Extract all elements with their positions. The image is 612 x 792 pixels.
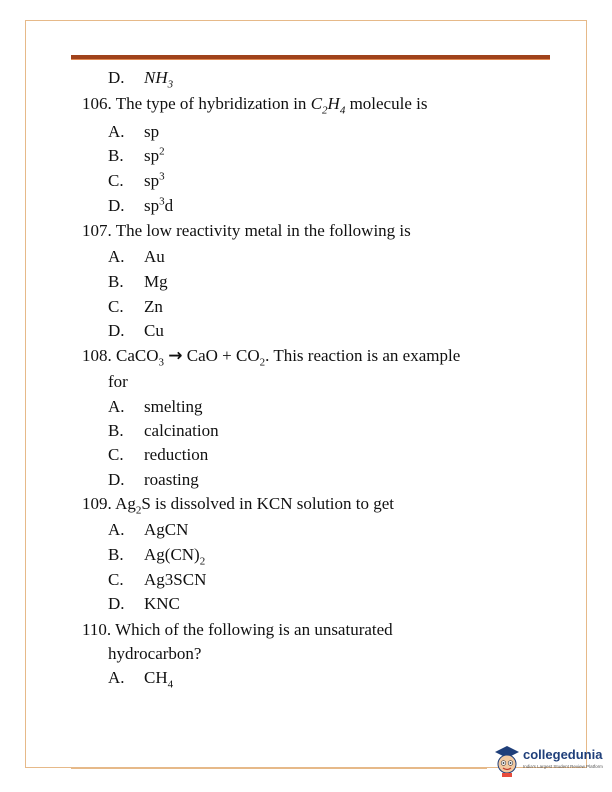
option-text: smelting [144, 397, 203, 416]
option-letter: A. [108, 122, 125, 141]
question-110-continuation [108, 644, 201, 664]
brand-name: collegedunia [523, 747, 603, 762]
question-text: . This reaction is an example [265, 346, 461, 365]
products: CaO + CO [186, 346, 260, 365]
option-text: calcination [144, 421, 219, 440]
question-number: 110. [82, 620, 112, 639]
option-text: Ag3SCN [144, 570, 207, 589]
option-letter: A. [108, 520, 125, 539]
option-letter: C. [108, 570, 124, 589]
question-108 [82, 346, 461, 369]
option-letter: C. [108, 171, 124, 190]
q107-option-b [108, 272, 168, 292]
carryover-option-d [108, 68, 174, 91]
header-rule [71, 55, 550, 60]
option-letter: D. [108, 470, 125, 489]
brand-tagline: India's Largest Student Review Platform [523, 764, 603, 769]
q109-option-a [108, 520, 188, 540]
option-superscript: 3 [159, 195, 165, 208]
collegedunia-logo[interactable] [492, 742, 602, 782]
question-number: 109. [82, 494, 112, 513]
q110-option-a [108, 668, 174, 691]
option-text: NH [144, 68, 168, 87]
formula-h-sub: 4 [339, 104, 346, 117]
q107-option-a [108, 247, 165, 267]
question-text-end: S is dissolved in KCN solution to get [141, 494, 395, 513]
q108-option-a [108, 397, 203, 417]
question-number: 107. [82, 221, 112, 240]
q109-option-d [108, 594, 180, 614]
option-text: Au [144, 247, 165, 266]
option-subscript: 3 [167, 78, 174, 91]
option-text: KNC [144, 594, 180, 613]
footer-rule [71, 768, 487, 769]
question-text: The type of hybridization in [115, 94, 311, 113]
formula-h: H [327, 94, 340, 113]
question-107 [82, 221, 411, 241]
q109-option-b [108, 545, 206, 568]
option-text: Cu [144, 321, 164, 340]
option-letter: D. [108, 321, 125, 340]
question-subscript: 2 [135, 504, 142, 517]
option-superscript: 2 [159, 145, 165, 158]
option-text: reduction [144, 445, 209, 464]
option-letter: C. [108, 297, 124, 316]
q107-option-d [108, 321, 164, 341]
product-sub: 2 [259, 356, 266, 369]
question-106 [82, 94, 428, 117]
option-subscript: 4 [167, 678, 174, 691]
option-letter: B. [108, 545, 124, 564]
option-text: Mg [144, 272, 168, 291]
option-letter: D. [108, 68, 125, 87]
question-text: The low reactivity metal in the following is [115, 221, 411, 240]
option-letter: B. [108, 146, 124, 165]
option-letter: A. [108, 397, 125, 416]
option-text: Zn [144, 297, 163, 316]
option-text: Ag(CN) [144, 545, 200, 564]
option-letter: A. [108, 247, 125, 266]
q109-option-c [108, 570, 206, 590]
q108-option-b [108, 421, 219, 441]
option-text: sp [144, 122, 160, 141]
q106-option-c [108, 171, 165, 191]
option-letter: C. [108, 445, 124, 464]
option-text: AgCN [144, 520, 189, 539]
option-text: roasting [144, 470, 199, 489]
question-number: 108. [82, 346, 112, 365]
question-text-continued: for [108, 372, 128, 391]
q108-option-d [108, 470, 199, 490]
question-text-continued: hydrocarbon? [108, 644, 202, 663]
question-108-continuation [108, 372, 128, 392]
option-text: CH [144, 668, 168, 687]
question-109 [82, 494, 395, 517]
option-letter: D. [108, 196, 125, 215]
question-text: Ag [115, 494, 136, 513]
option-letter: B. [108, 421, 124, 440]
option-subscript: 2 [199, 555, 206, 568]
question-text-end: molecule is [345, 94, 428, 113]
formula-c-sub: 2 [322, 104, 328, 117]
option-text: sp [144, 171, 160, 190]
question-number: 106. [82, 94, 112, 113]
option-letter: D. [108, 594, 125, 613]
q107-option-c [108, 297, 163, 317]
option-text: sp [144, 146, 160, 165]
q106-option-a [108, 122, 159, 142]
reactant: CaCO [116, 346, 159, 365]
question-text: Which of the following is an unsaturated [115, 620, 393, 639]
q106-option-d [108, 196, 173, 216]
q106-option-b [108, 146, 165, 166]
option-text-tail: d [164, 196, 174, 215]
q108-option-c [108, 445, 208, 465]
option-letter: A. [108, 668, 125, 687]
arrow-right-icon: → [168, 346, 183, 366]
graduate-mascot-icon [492, 744, 522, 778]
option-superscript: 3 [159, 170, 165, 183]
formula-c: C [310, 94, 323, 113]
option-letter: B. [108, 272, 124, 291]
question-110 [82, 620, 393, 640]
reactant-sub: 3 [158, 356, 164, 369]
option-text: sp [144, 196, 160, 215]
